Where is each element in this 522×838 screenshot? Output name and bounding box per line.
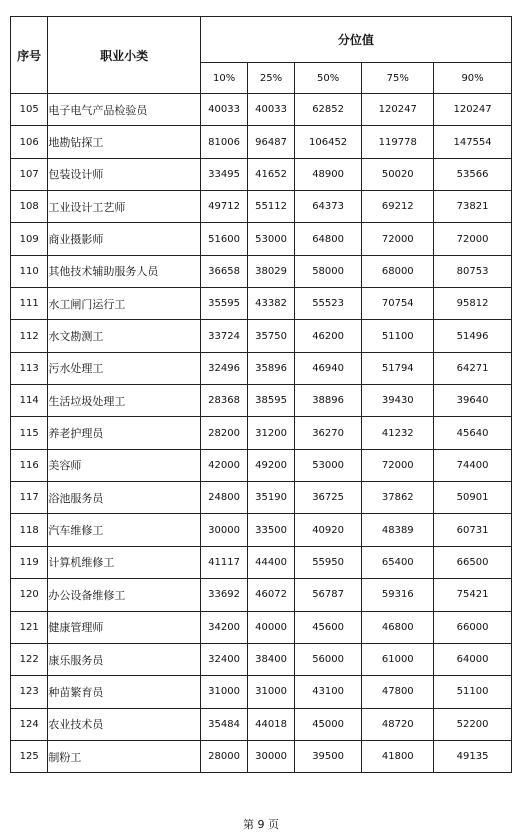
cell-p75: 120247 bbox=[362, 94, 434, 126]
cell-p50: 56000 bbox=[294, 643, 362, 675]
cell-p50: 38896 bbox=[294, 385, 362, 417]
cell-p90: 52200 bbox=[434, 708, 512, 740]
cell-p50: 43100 bbox=[294, 676, 362, 708]
cell-p25: 49200 bbox=[248, 449, 294, 481]
cell-p25: 35190 bbox=[248, 482, 294, 514]
cell-p50: 56787 bbox=[294, 579, 362, 611]
cell-seq: 113 bbox=[11, 352, 48, 384]
cell-occupation: 商业摄影师 bbox=[48, 223, 201, 255]
cell-occupation: 计算机维修工 bbox=[48, 546, 201, 578]
cell-p10: 32400 bbox=[200, 643, 247, 675]
cell-seq: 121 bbox=[11, 611, 48, 643]
cell-p10: 41117 bbox=[200, 546, 247, 578]
table-row bbox=[11, 94, 512, 126]
cell-p90: 60731 bbox=[434, 514, 512, 546]
header-occupation: 职业小类 bbox=[48, 17, 201, 94]
cell-p10: 49712 bbox=[200, 191, 247, 223]
cell-p75: 48389 bbox=[362, 514, 434, 546]
cell-p75: 48720 bbox=[362, 708, 434, 740]
cell-p50: 36270 bbox=[294, 417, 362, 449]
cell-p50: 48900 bbox=[294, 158, 362, 190]
cell-occupation: 水文勘测工 bbox=[48, 320, 201, 352]
table-row bbox=[11, 676, 512, 708]
cell-p50: 40920 bbox=[294, 514, 362, 546]
cell-seq: 107 bbox=[11, 158, 48, 190]
cell-p10: 81006 bbox=[200, 126, 247, 158]
cell-seq: 116 bbox=[11, 449, 48, 481]
cell-seq: 117 bbox=[11, 482, 48, 514]
cell-occupation: 工业设计工艺师 bbox=[48, 191, 201, 223]
cell-p25: 55112 bbox=[248, 191, 294, 223]
cell-p90: 51100 bbox=[434, 676, 512, 708]
cell-p25: 30000 bbox=[248, 740, 294, 772]
header-p75: 75% bbox=[362, 63, 434, 94]
cell-p90: 66000 bbox=[434, 611, 512, 643]
table-row bbox=[11, 579, 512, 611]
cell-p90: 64000 bbox=[434, 643, 512, 675]
cell-p75: 41232 bbox=[362, 417, 434, 449]
cell-p75: 41800 bbox=[362, 740, 434, 772]
cell-p90: 75421 bbox=[434, 579, 512, 611]
cell-p25: 38400 bbox=[248, 643, 294, 675]
cell-p25: 53000 bbox=[248, 223, 294, 255]
cell-p90: 51496 bbox=[434, 320, 512, 352]
table-row bbox=[11, 546, 512, 578]
table-body bbox=[11, 94, 512, 773]
cell-seq: 125 bbox=[11, 740, 48, 772]
cell-p75: 72000 bbox=[362, 449, 434, 481]
cell-p75: 59316 bbox=[362, 579, 434, 611]
cell-p25: 35750 bbox=[248, 320, 294, 352]
cell-seq: 120 bbox=[11, 579, 48, 611]
cell-p25: 38595 bbox=[248, 385, 294, 417]
cell-seq: 111 bbox=[11, 288, 48, 320]
cell-occupation: 办公设备维修工 bbox=[48, 579, 201, 611]
cell-p50: 55523 bbox=[294, 288, 362, 320]
cell-occupation: 地勘钻探工 bbox=[48, 126, 201, 158]
cell-occupation: 养老护理员 bbox=[48, 417, 201, 449]
cell-occupation: 农业技术员 bbox=[48, 708, 201, 740]
cell-p75: 61000 bbox=[362, 643, 434, 675]
table-row bbox=[11, 708, 512, 740]
cell-p25: 35896 bbox=[248, 352, 294, 384]
cell-seq: 119 bbox=[11, 546, 48, 578]
cell-p90: 66500 bbox=[434, 546, 512, 578]
salary-table bbox=[10, 16, 512, 773]
cell-p50: 45600 bbox=[294, 611, 362, 643]
table-row bbox=[11, 514, 512, 546]
cell-p90: 147554 bbox=[434, 126, 512, 158]
cell-p10: 35595 bbox=[200, 288, 247, 320]
cell-p25: 96487 bbox=[248, 126, 294, 158]
cell-p75: 65400 bbox=[362, 546, 434, 578]
cell-seq: 114 bbox=[11, 385, 48, 417]
cell-p75: 47800 bbox=[362, 676, 434, 708]
cell-p50: 58000 bbox=[294, 255, 362, 287]
cell-p25: 40033 bbox=[248, 94, 294, 126]
cell-p25: 43382 bbox=[248, 288, 294, 320]
cell-p10: 40033 bbox=[200, 94, 247, 126]
cell-occupation: 水工闸门运行工 bbox=[48, 288, 201, 320]
cell-p75: 51794 bbox=[362, 352, 434, 384]
cell-p25: 41652 bbox=[248, 158, 294, 190]
cell-p90: 50901 bbox=[434, 482, 512, 514]
cell-p75: 37862 bbox=[362, 482, 434, 514]
cell-p75: 46800 bbox=[362, 611, 434, 643]
cell-occupation: 美容师 bbox=[48, 449, 201, 481]
table-row bbox=[11, 352, 512, 384]
cell-p10: 28000 bbox=[200, 740, 247, 772]
cell-p50: 64800 bbox=[294, 223, 362, 255]
cell-p10: 24800 bbox=[200, 482, 247, 514]
cell-seq: 112 bbox=[11, 320, 48, 352]
cell-seq: 105 bbox=[11, 94, 48, 126]
cell-p50: 36725 bbox=[294, 482, 362, 514]
cell-p50: 53000 bbox=[294, 449, 362, 481]
table-row bbox=[11, 643, 512, 675]
cell-p10: 51600 bbox=[200, 223, 247, 255]
cell-seq: 109 bbox=[11, 223, 48, 255]
table-row bbox=[11, 223, 512, 255]
header-seq: 序号 bbox=[11, 17, 48, 94]
table-row bbox=[11, 255, 512, 287]
cell-p10: 32496 bbox=[200, 352, 247, 384]
cell-p50: 39500 bbox=[294, 740, 362, 772]
cell-p50: 46200 bbox=[294, 320, 362, 352]
cell-occupation: 浴池服务员 bbox=[48, 482, 201, 514]
cell-p10: 36658 bbox=[200, 255, 247, 287]
table-row bbox=[11, 191, 512, 223]
table-row bbox=[11, 611, 512, 643]
cell-p10: 28200 bbox=[200, 417, 247, 449]
cell-p50: 46940 bbox=[294, 352, 362, 384]
table-row bbox=[11, 158, 512, 190]
cell-p10: 33692 bbox=[200, 579, 247, 611]
cell-occupation: 包装设计师 bbox=[48, 158, 201, 190]
cell-p50: 62852 bbox=[294, 94, 362, 126]
cell-p90: 49135 bbox=[434, 740, 512, 772]
cell-p75: 50020 bbox=[362, 158, 434, 190]
cell-p90: 72000 bbox=[434, 223, 512, 255]
cell-p90: 95812 bbox=[434, 288, 512, 320]
cell-p75: 39430 bbox=[362, 385, 434, 417]
cell-p90: 45640 bbox=[434, 417, 512, 449]
header-p25: 25% bbox=[248, 63, 294, 94]
cell-p90: 120247 bbox=[434, 94, 512, 126]
cell-p25: 31200 bbox=[248, 417, 294, 449]
cell-p75: 72000 bbox=[362, 223, 434, 255]
cell-seq: 118 bbox=[11, 514, 48, 546]
cell-occupation: 生活垃圾处理工 bbox=[48, 385, 201, 417]
cell-p90: 39640 bbox=[434, 385, 512, 417]
cell-p75: 68000 bbox=[362, 255, 434, 287]
cell-p50: 55950 bbox=[294, 546, 362, 578]
cell-seq: 124 bbox=[11, 708, 48, 740]
table-row bbox=[11, 288, 512, 320]
cell-p90: 53566 bbox=[434, 158, 512, 190]
cell-p25: 31000 bbox=[248, 676, 294, 708]
cell-p90: 80753 bbox=[434, 255, 512, 287]
table-row bbox=[11, 320, 512, 352]
cell-p50: 64373 bbox=[294, 191, 362, 223]
header-percentile-group: 分位值 bbox=[200, 17, 511, 63]
cell-p25: 44400 bbox=[248, 546, 294, 578]
cell-occupation: 康乐服务员 bbox=[48, 643, 201, 675]
table-row bbox=[11, 740, 512, 772]
table-row bbox=[11, 449, 512, 481]
cell-p75: 51100 bbox=[362, 320, 434, 352]
cell-seq: 115 bbox=[11, 417, 48, 449]
cell-p25: 46072 bbox=[248, 579, 294, 611]
cell-p10: 35484 bbox=[200, 708, 247, 740]
table-row bbox=[11, 126, 512, 158]
cell-occupation: 汽车维修工 bbox=[48, 514, 201, 546]
cell-p75: 119778 bbox=[362, 126, 434, 158]
page-number: 第 9 页 bbox=[243, 818, 279, 831]
cell-seq: 108 bbox=[11, 191, 48, 223]
cell-p50: 45000 bbox=[294, 708, 362, 740]
header-p50: 50% bbox=[294, 63, 362, 94]
header-p90: 90% bbox=[434, 63, 512, 94]
cell-p10: 33724 bbox=[200, 320, 247, 352]
cell-occupation: 电子电气产品检验员 bbox=[48, 94, 201, 126]
cell-p10: 28368 bbox=[200, 385, 247, 417]
cell-occupation: 种苗繁育员 bbox=[48, 676, 201, 708]
cell-p10: 31000 bbox=[200, 676, 247, 708]
cell-p90: 73821 bbox=[434, 191, 512, 223]
cell-p90: 74400 bbox=[434, 449, 512, 481]
cell-seq: 122 bbox=[11, 643, 48, 675]
cell-p25: 33500 bbox=[248, 514, 294, 546]
cell-p10: 33495 bbox=[200, 158, 247, 190]
cell-p25: 38029 bbox=[248, 255, 294, 287]
cell-occupation: 健康管理师 bbox=[48, 611, 201, 643]
cell-p75: 69212 bbox=[362, 191, 434, 223]
cell-p75: 70754 bbox=[362, 288, 434, 320]
cell-p50: 106452 bbox=[294, 126, 362, 158]
cell-seq: 123 bbox=[11, 676, 48, 708]
cell-p10: 30000 bbox=[200, 514, 247, 546]
cell-p10: 34200 bbox=[200, 611, 247, 643]
table-row bbox=[11, 482, 512, 514]
table-row bbox=[11, 385, 512, 417]
cell-occupation: 其他技术辅助服务人员 bbox=[48, 255, 201, 287]
cell-p10: 42000 bbox=[200, 449, 247, 481]
cell-p25: 44018 bbox=[248, 708, 294, 740]
cell-seq: 106 bbox=[11, 126, 48, 158]
table-row bbox=[11, 417, 512, 449]
cell-occupation: 污水处理工 bbox=[48, 352, 201, 384]
cell-p90: 64271 bbox=[434, 352, 512, 384]
header-p10: 10% bbox=[200, 63, 247, 94]
cell-occupation: 制粉工 bbox=[48, 740, 201, 772]
cell-seq: 110 bbox=[11, 255, 48, 287]
cell-p25: 40000 bbox=[248, 611, 294, 643]
